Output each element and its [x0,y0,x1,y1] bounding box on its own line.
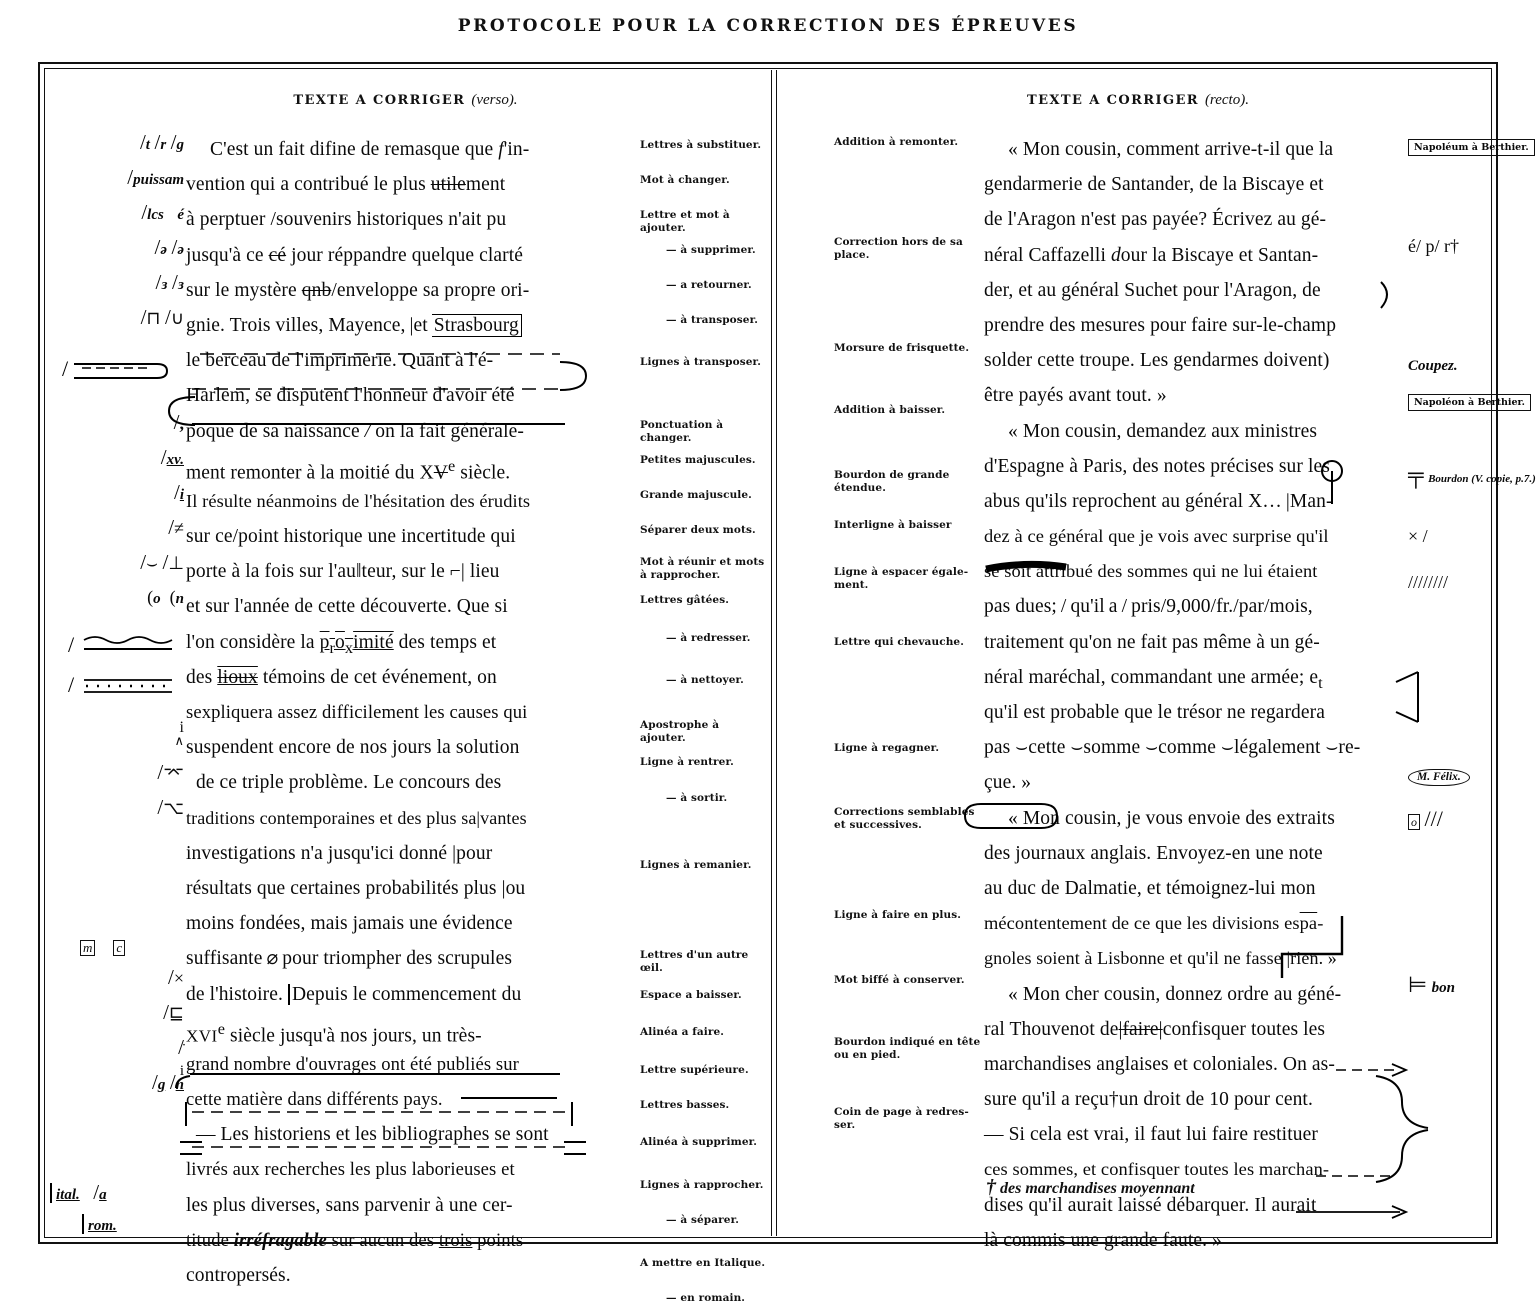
recto-margin-mark [1408,354,1500,375]
text-line: de ce triple problème. Le concours des [186,772,502,794]
text-line: gendarmerie de Santander, de la Biscaye et [984,174,1324,196]
verso-mark: /i [173,480,184,504]
legend-item: Lettre supérieure. [640,1064,749,1076]
text-line: les plus diverses, sans parvenir à une cer- [186,1194,513,1216]
recto-margin-mark: ⊨ bon [1408,972,1456,997]
text-line: abus qu'ils reprochent au général X… |Man- [984,490,1333,512]
text-line: porte à la fois sur l'au‖teur, sur le ⌐| lieu [186,561,500,583]
text-line: Il résulte néanmoins de l'hésitation des érudits [186,490,531,511]
text-line: Harlem, se disputent l'honneur d'avoir été [186,385,515,407]
recto-margin-mark: ╤ Bourdon (V. copie, p.7.) [1408,462,1536,487]
legend-item: — à sortir. [666,792,728,804]
text-line: de l'histoire. Depuis le commencement du [186,983,522,1005]
text-line: suffisante ⌀ pour triompher des scrupules [186,948,513,970]
margin-note: Coupez. [1408,358,1458,374]
legend-item: — a retourner. [666,279,752,291]
text-line: grand nombre d'ouvrages ont été publiés sur [186,1053,519,1075]
legend-item: Corrections semblables et successives. [834,806,975,831]
text-line: C'est un fait difine de remasque que f'in- [210,139,530,160]
legend-item: Lignes à transposer. [640,356,761,368]
legend-item: Addition à remonter. [834,136,959,148]
text-line: çue. » [984,772,1032,794]
recto-margin-mark: × / [1408,526,1428,546]
text-line: pas ⌣cette ⌣somme ⌣comme ⌣légalement ⌣re- [984,737,1361,759]
text-line: d'Espagne à Paris, des notes précises sur les [984,455,1330,477]
recto-margin-mark: o /// [1408,806,1500,832]
verso-mark: /≠ [168,515,184,539]
text-line: marchandises anglaises et coloniales. On as- [984,1053,1335,1075]
legend-item: Apostrophe à ajouter. [640,719,720,744]
text-line: à perptuer /souvenirs historiques n'ait pu [186,209,507,231]
text-line: de l'Aragon n'est pas payée? Écrivez au gé- [984,209,1327,231]
text-line: « Mon cousin, demandez aux ministres [1008,420,1318,442]
legend-item: Mot à changer. [640,174,730,186]
recto-heading-italic: (recto). [1204,92,1249,108]
text-line: être payés avant tout. » [984,385,1167,407]
verso-heading [40,92,771,109]
text-line: investigations n'a jusqu'ici donné |pour [186,842,493,864]
verso-mark [62,354,198,401]
legend-item: Ligne à espacer égale- ment. [834,566,969,591]
verso-mark: / i [178,1035,184,1079]
verso-mark: /, [173,410,184,434]
verso-mark: ital. /a [50,1182,186,1204]
verso-mark: /⌣ /⊥ [140,550,184,574]
legend-item: Ligne à rentrer. [640,756,734,768]
recto-margin-mark [1408,134,1529,156]
text-line: « Mon cher cousin, donnez ordre au géné- [1008,983,1342,1005]
text-line: ces sommes, et confisquer toutes les marchan- [984,1159,1330,1180]
text-line: des lioux témoins de cet événement, on [186,666,497,688]
text-line: gnoles soient à Lisbonne et qu'il ne fasse |rien. » [984,948,1337,969]
verso-column [40,64,771,1304]
text-line: dises qu'il aurait laissé débarquer. Il aurait [984,1194,1317,1216]
legend-item: — à transposer. [666,314,759,326]
margin-note: bon [1431,980,1456,996]
text-line: qu'il est probable que le trésor ne regardera [984,702,1325,723]
text-line: « Mon cousin, comment arrive-t-il que la [1008,139,1334,160]
verso-mark: i ∧ [174,719,184,748]
margin-note: Napoléum à Berthier. [1408,139,1535,156]
text-line: sur ce/point historique une incertitude qui [186,526,516,548]
text-line: « Mon cousin, je vous envoie des extraits [1008,807,1335,829]
text-line: traitement qu'on ne fait pas même à un gé- [984,631,1320,653]
svg-text:/: / [62,356,69,381]
legend-item: Lettres basses. [640,1099,730,1111]
text-line: contropersés. [186,1265,291,1286]
proof-plate [38,62,1536,1304]
legend-item: Petites majuscules. [640,454,756,466]
recto-margin-mark [1408,764,1500,786]
text-line: solder cette troupe. Les gendarmes doivent) [984,350,1330,372]
verso-mark: /g /n [151,1070,184,1094]
recto-heading [776,92,1500,109]
text-line: l'on considère la $p_ro_ximité$ des temps et [186,631,497,657]
legend-item: Ligne à faire en plus. [834,909,962,921]
text-line: ral Thouvenot de|faire|confisquer toutes les [984,1018,1326,1040]
legend-item: — à redresser. [666,632,751,644]
text-line: — Les historiens et les bibliographes se sont [186,1124,549,1146]
legend-item: — à supprimer. [666,244,756,256]
legend-item: Grande majuscule. [640,489,752,501]
text-line: ment remonter à la moitié du XVe siècle. [186,456,511,484]
margin-note: Bourdon (V. copie, p.7.) [1428,473,1536,485]
text-line: le berceau de l'imprimerie. Quant à l'é- [186,350,494,372]
legend-item: — à séparer. [666,1214,739,1226]
recto-body-text [984,132,1384,1258]
legend-item: Correction hors de sa place. [834,236,963,261]
text-line: livrés aux recherches les plus laborieuses et [186,1159,515,1181]
verso-mark: /ə /ə [154,235,184,259]
text-line: sure qu'il a reçu†un droit de 10 pour cent. [984,1089,1313,1111]
legend-item: A mettre en Italique. [640,1257,766,1269]
verso-mark: /⌥ [157,795,184,819]
recto-footer-note: † des marchandises moyennant [986,1176,1195,1198]
text-line: — Si cela est vrai, il faut lui faire restituer [984,1124,1318,1146]
legend-item: Séparer deux mots. [640,524,756,536]
text-line: traditions contemporaines et des plus sa|vantes [186,807,527,828]
text-line: gnie. Trois villes, Mayence, |et Strasbourg [186,308,576,343]
legend-item: — à nettoyer. [666,674,744,686]
text-line: pas dues; / qu'il a / pris/9,000/fr./par/mois, [984,596,1313,618]
verso-mark: /puissam [127,165,184,189]
legend-item: Lettres d'un autre œil. [640,949,749,974]
recto-margin-mark: é/ p/ r† [1408,236,1459,256]
column-divider-left [771,70,772,1236]
text-line: jusqu'à ce cé jour réppandre quelque clarté [186,244,523,266]
recto-margin-mark: //////// [1408,572,1449,592]
margin-note: Napoléon à Berthier. [1408,394,1531,411]
legend-item: Addition à baisser. [834,404,946,416]
legend-item: Coin de page à redres- ser. [834,1106,969,1131]
verso-mark: /⊓ /∪ [140,305,184,329]
text-line: der, et au général Suchet pour l'Aragon, de [984,279,1321,301]
text-line: prendre des mesures pour faire sur-le-champ [984,314,1337,336]
footer-note-text: des marchandises moyennant [1000,1180,1195,1197]
text-line: poque de sa naissance / on la fait générale- [186,420,524,442]
legend-item: Mot biffé à conserver. [834,974,965,986]
text-line: résultats que certaines probabilités plus |ou [186,877,526,899]
verso-heading-main: TEXTE A CORRIGER [293,93,466,108]
text-line: moins fondées, mais jamais une évidence [186,913,513,935]
legend-item: — en romain. [666,1292,746,1304]
text-line: dez à ce général que je vois avec surprise qu'il [984,526,1329,547]
verso-body-text [186,132,576,1293]
text-line: titude irréfragable sur aucun des trois points [186,1229,524,1251]
legend-item: Alinéa à supprimer. [640,1136,758,1148]
legend-item: Interligne à baisser [834,519,952,531]
legend-item: Morsure de frisquette. [834,342,970,354]
legend-item: Lignes à remanier. [640,859,752,871]
legend-item: Lettre qui chevauche. [834,636,964,648]
text-line: des journaux anglais. Envoyez-en une note [984,842,1323,864]
verso-mark: /ɜ /ɜ [155,270,184,294]
legend-item: Ponctuation à changer. [640,419,724,444]
verso-mark: (o (n [147,587,184,607]
text-line: néral Caffazelli dour la Biscaye et Santan- [984,244,1319,266]
legend-item: Espace a baisser. [640,989,742,1001]
verso-mark [68,632,204,663]
verso-mark: /⌤ [157,760,184,784]
recto-margin-mark [1408,389,1525,411]
legend-item: Bourdon de grande étendue. [834,469,950,494]
verso-mark: /⊑ [163,1000,184,1024]
text-line: sexpliquera assez difficilement les causes qui [186,702,528,723]
text-line: mécontentement de ce que les divisions $es\overline{pa}-$ [984,913,1324,934]
legend-item: Alinéa a faire. [640,1026,725,1038]
legend-item: Lettre et mot à ajouter. [640,209,730,234]
verso-mark: /lcs é [141,200,184,224]
verso-mark: /t /r /g [139,130,184,154]
page-title: PROTOCOLE POUR LA CORRECTION DES ÉPREUVES [457,16,1079,36]
text-line: se soit attribué des sommes qui ne lui étaient [984,561,1318,582]
recto-heading-main: TEXTE A CORRIGER [1027,93,1199,108]
text-line: et sur l'année de cette découverte. Que si [186,596,508,618]
legend-item: Lignes à rapprocher. [640,1179,764,1191]
verso-mark: m c [80,936,216,957]
legend-item: Bourdon indiqué en tête ou en pied. [834,1036,981,1061]
text-line: vention qui a contribué le plus utilement [186,174,506,196]
text-line: au duc de Dalmatie, et témoignez-lui mon [984,877,1316,899]
recto-column [776,64,1536,1251]
text-line: sur le mystère qnb/enveloppe sa propre ori- [186,279,530,301]
verso-mark [68,672,204,703]
text-line: suspendent encore de nos jours la solution [186,737,520,759]
verso-mark: /xv. [160,445,184,469]
text-line: XVIe siècle jusqu'à nos jours, un très- [186,1019,482,1047]
legend-item: Mot à réunir et mots à rapprocher. [640,556,765,581]
verso-mark: /× [168,965,184,989]
svg-text:/: / [68,672,75,697]
legend-item: Lettres à substituer. [640,139,762,151]
svg-text:/: / [68,632,75,657]
text-line: néral maréchal, commandant une armée; $e_t$ [984,666,1323,692]
legend-item: Lettres gâtées. [640,594,729,606]
legend-item: Ligne à regagner. [834,742,940,754]
verso-mark: rom. [82,1214,218,1235]
margin-note: M. Félix. [1408,769,1470,786]
verso-heading-italic: (verso). [471,92,518,108]
text-line: cette matière dans différents pays. [186,1082,576,1117]
text-line: là commis une grande faute. » [984,1229,1222,1251]
